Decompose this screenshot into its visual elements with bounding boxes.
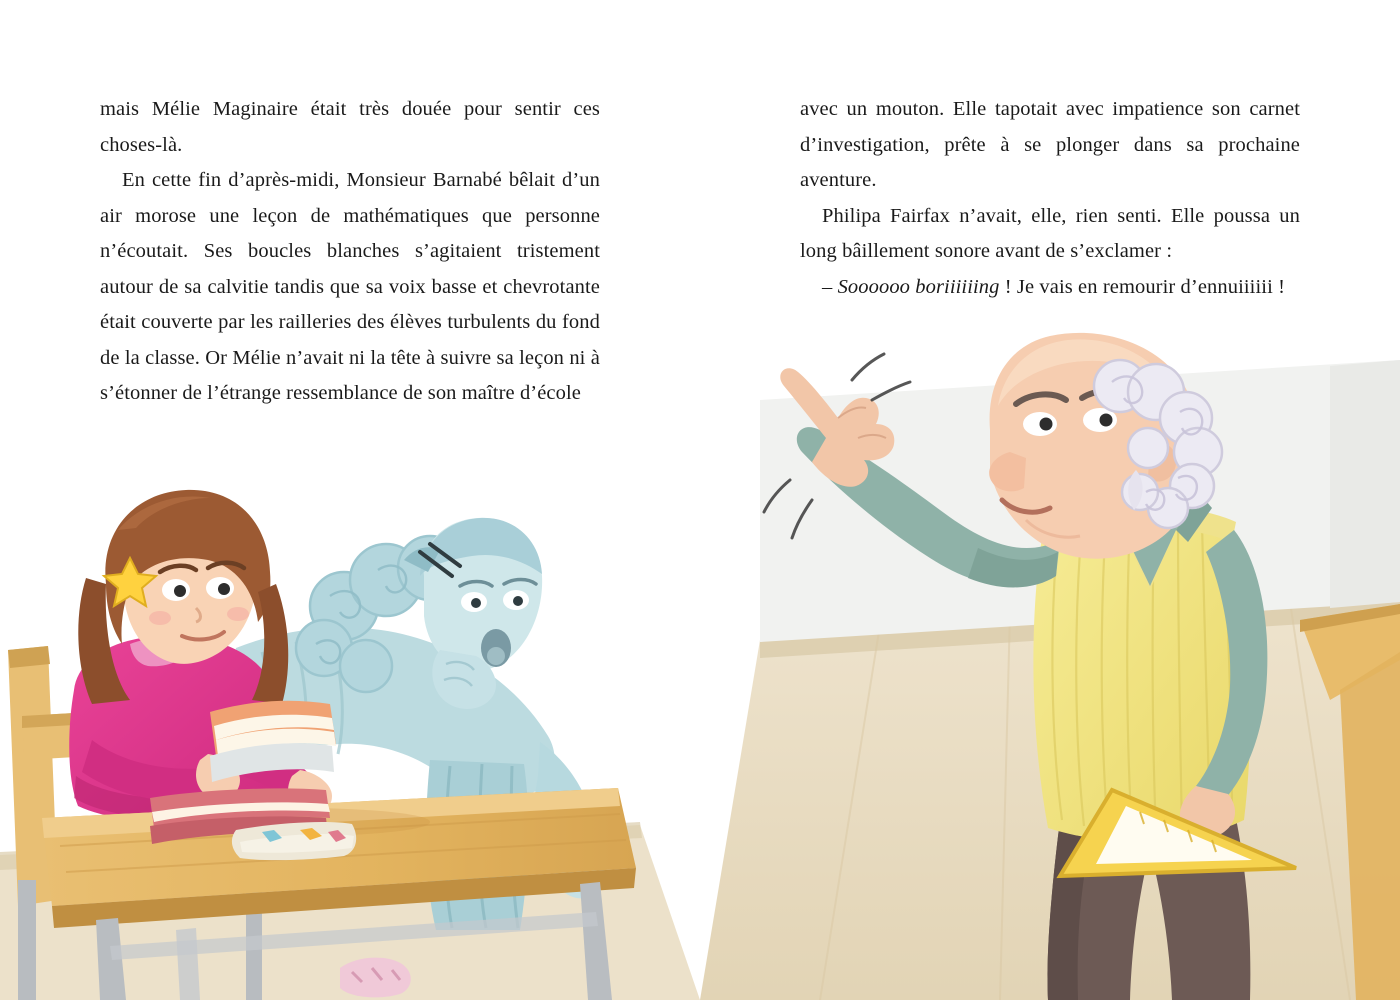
paragraph: En cette fin d’après-midi, Monsieur Barnabé bêlait d’un air morose une leçon de mathématiques que personne n’écoutait. Ses boucles blanches s’agitaient tristement autour de sa calvitie tandis que sa voix basse et chevrotante était couverte par les railleries des élèves turbulents du fond de la classe. Or Mélie n’avait ni la tête à suivre sa leçon ni à s’étonner de l’étrange ressemblance de son maître d’école <box>100 169 600 404</box>
dialogue-dash: – <box>822 275 838 298</box>
right-text-column <box>800 92 1300 412</box>
books-in-arms <box>210 701 336 782</box>
text-columns <box>0 92 1400 412</box>
dialogue-italic: Soooooo boriiiiiing <box>837 275 1000 298</box>
left-text-column <box>100 92 600 412</box>
dialogue-paragraph <box>800 270 1300 306</box>
dialogue-rest: ! Je vais en remourir d’ennuiiiiii ! <box>999 275 1286 298</box>
paragraph: avec un mouton. Elle tapotait avec impatience son carnet d’investigation, prête à se plonger dans sa prochaine aventure. <box>800 98 1300 191</box>
paragraph: Philipa Fairfax n’avait, elle, rien senti. Elle poussa un long bâillement sonore avant de s’exclamer : <box>800 204 1300 262</box>
paragraph: mais Mélie Maginaire était très douée pour sentir ces choses-là. <box>100 98 600 156</box>
